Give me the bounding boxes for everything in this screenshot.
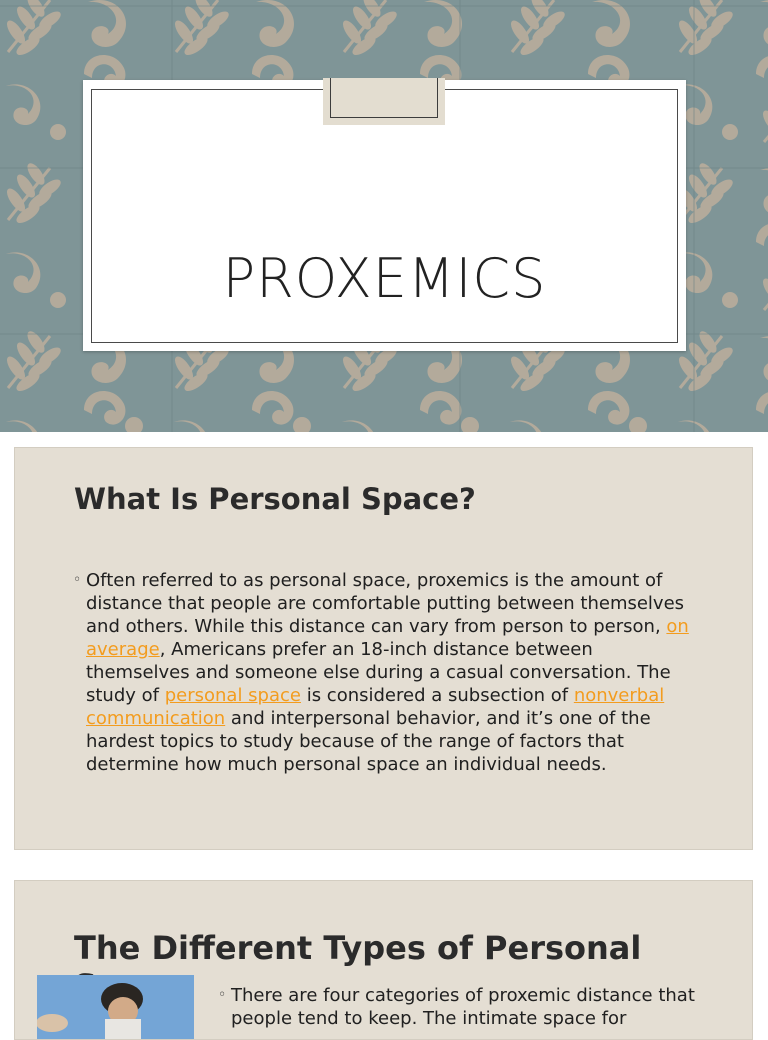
types-of-personal-space-slide — [14, 880, 753, 1040]
title-slide — [0, 0, 768, 432]
link-on-average[interactable]: on average — [86, 616, 689, 660]
bullet-marker: ◦ — [218, 987, 227, 1003]
bullet-item — [73, 569, 698, 776]
bullet-marker: ◦ — [73, 572, 82, 588]
text-segment: , Americans prefer an 18-inch distance between themselves and someone else during a casual conversation. The study of — [86, 639, 671, 706]
text-segment: and interpersonal behavior, and it’s one of the hardest topics to study because of the range of factors that determine how much personal space an individual needs. — [86, 708, 651, 775]
bullet-text — [86, 569, 698, 776]
title-card — [83, 80, 686, 351]
bullet-text: There are four categories of proxemic distance that people tend to keep. The intimate space for — [231, 985, 695, 1029]
personal-space-slide — [14, 447, 753, 850]
people-photo — [37, 975, 194, 1040]
slide-heading: What Is Personal Space? — [74, 482, 476, 516]
slide-title: PROXEMICS — [222, 247, 547, 310]
bullet-item — [218, 984, 698, 1030]
people-photo-illustration — [37, 975, 194, 1040]
link-nonverbal-communication[interactable]: nonverbal communication — [86, 685, 665, 729]
title-card-tab-inner — [330, 78, 438, 118]
link-personal-space[interactable]: personal space — [164, 685, 301, 706]
slide-heading: The Different Types of Personal — [74, 929, 642, 967]
text-segment: Often referred to as personal space, proxemics is the amount of distance that people are comfortable putting between themselves and others. While this distance can vary from person to person, — [86, 570, 685, 637]
text-segment: is considered a subsection of — [300, 685, 574, 706]
title-card-tab — [323, 78, 445, 125]
